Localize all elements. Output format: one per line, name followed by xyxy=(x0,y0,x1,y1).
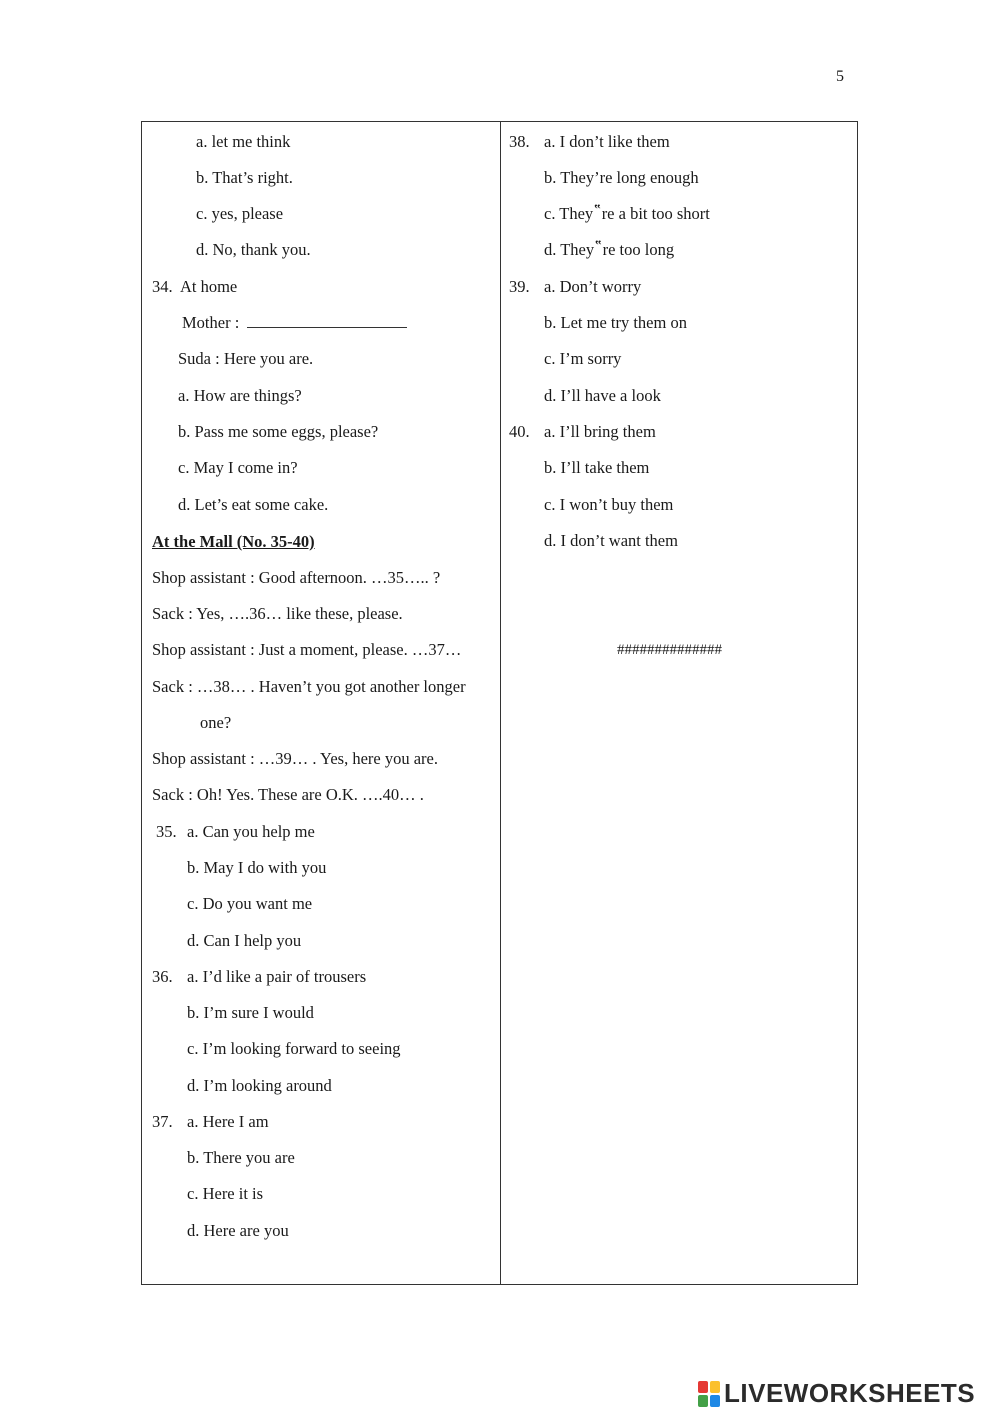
quote-mark: ‟ xyxy=(595,237,602,252)
logo-mark-icon xyxy=(698,1381,720,1407)
worksheet-table xyxy=(141,121,858,1285)
q34-option-a: a. How are things? xyxy=(178,386,302,405)
q37-option-a: a. Here I am xyxy=(187,1112,269,1131)
q39-option-b: b. Let me try them on xyxy=(544,313,687,332)
q34-option-b: b. Pass me some eggs, please? xyxy=(178,422,379,441)
dialogue-line: Shop assistant : …39… . Yes, here you are. xyxy=(152,749,438,768)
q38-option-c-post: re a bit too short xyxy=(601,204,710,223)
q36-number: 36. xyxy=(152,967,173,986)
q38-option-d-post: re too long xyxy=(602,240,675,259)
q38-option-b: b. They’re long enough xyxy=(544,168,699,187)
q36-option-a: a. I’d like a pair of trousers xyxy=(187,967,367,986)
liveworksheets-logo xyxy=(698,1378,975,1409)
q40-option-d: d. I don’t want them xyxy=(544,531,678,550)
q35-option-a: a. Can you help me xyxy=(187,822,315,841)
page-number: 5 xyxy=(836,68,844,85)
dialogue-line: Shop assistant : Just a moment, please. …37… xyxy=(152,640,462,659)
q39-number: 39. xyxy=(509,277,530,296)
q34-mother-line xyxy=(182,313,407,333)
q39-option-d: d. I’ll have a look xyxy=(544,386,661,405)
q38-option-c-pre: c. They xyxy=(544,204,594,223)
dialogue-line: one? xyxy=(200,713,232,732)
q34-option-d: d. Let’s eat some cake. xyxy=(178,495,329,514)
q35-option-d: d. Can I help you xyxy=(187,931,302,950)
q36-option-b: b. I’m sure I would xyxy=(187,1003,314,1022)
logo-square xyxy=(710,1395,720,1407)
q37-option-b: b. There you are xyxy=(187,1148,295,1167)
q40-option-b: b. I’ll take them xyxy=(544,458,650,477)
q37-number: 37. xyxy=(152,1112,173,1131)
q40-option-a: a. I’ll bring them xyxy=(544,422,656,441)
dialogue-line: Shop assistant : Good afternoon. …35….. ? xyxy=(152,568,441,587)
logo-square xyxy=(698,1381,708,1393)
q38-option-d xyxy=(544,237,675,261)
q38-option-c xyxy=(544,201,710,225)
q33-option-a: a. let me think xyxy=(196,132,291,151)
q40-option-c: c. I won’t buy them xyxy=(544,495,674,514)
end-marker: ############## xyxy=(617,642,722,658)
q37-option-d: d. Here are you xyxy=(187,1221,289,1240)
q33-option-b: b. That’s right. xyxy=(196,168,293,187)
dialogue-line: Sack : …38… . Haven’t you got another longer xyxy=(152,677,466,696)
q40-number: 40. xyxy=(509,422,530,441)
q34-suda-line: Suda : Here you are. xyxy=(178,349,314,368)
q35-option-c: c. Do you want me xyxy=(187,894,313,913)
q33-option-c: c. yes, please xyxy=(196,204,284,223)
q35-number: 35. xyxy=(156,822,177,841)
quote-mark: ‟ xyxy=(594,201,601,216)
q35-option-b: b. May I do with you xyxy=(187,858,327,877)
q34-mother-label: Mother : xyxy=(182,313,240,332)
q38-option-d-pre: d. They xyxy=(544,240,595,259)
q34-option-c: c. May I come in? xyxy=(178,458,298,477)
q33-option-d: d. No, thank you. xyxy=(196,240,311,259)
q36-option-c: c. I’m looking forward to seeing xyxy=(187,1039,401,1058)
logo-text: LIVEWORKSHEETS xyxy=(724,1378,976,1408)
logo-square xyxy=(698,1395,708,1407)
section-heading: At the Mall (No. 35-40) xyxy=(152,532,315,551)
q37-option-c: c. Here it is xyxy=(187,1184,264,1203)
q34-setting: At home xyxy=(179,277,238,296)
q38-option-a: a. I don’t like them xyxy=(544,132,670,151)
q36-option-d: d. I’m looking around xyxy=(187,1076,332,1095)
logo-square xyxy=(710,1381,720,1393)
q39-option-a: a. Don’t worry xyxy=(544,277,642,296)
q34-header xyxy=(152,277,237,297)
q34-number: 34. xyxy=(152,277,173,296)
q38-number: 38. xyxy=(509,132,530,151)
dialogue-line: Sack : Oh! Yes. These are O.K. ….40… . xyxy=(152,785,424,804)
column-divider xyxy=(500,122,501,1284)
q39-option-c: c. I’m sorry xyxy=(544,349,622,368)
q34-answer-blank xyxy=(247,313,407,328)
dialogue-line: Sack : Yes, ….36… like these, please. xyxy=(152,604,403,623)
